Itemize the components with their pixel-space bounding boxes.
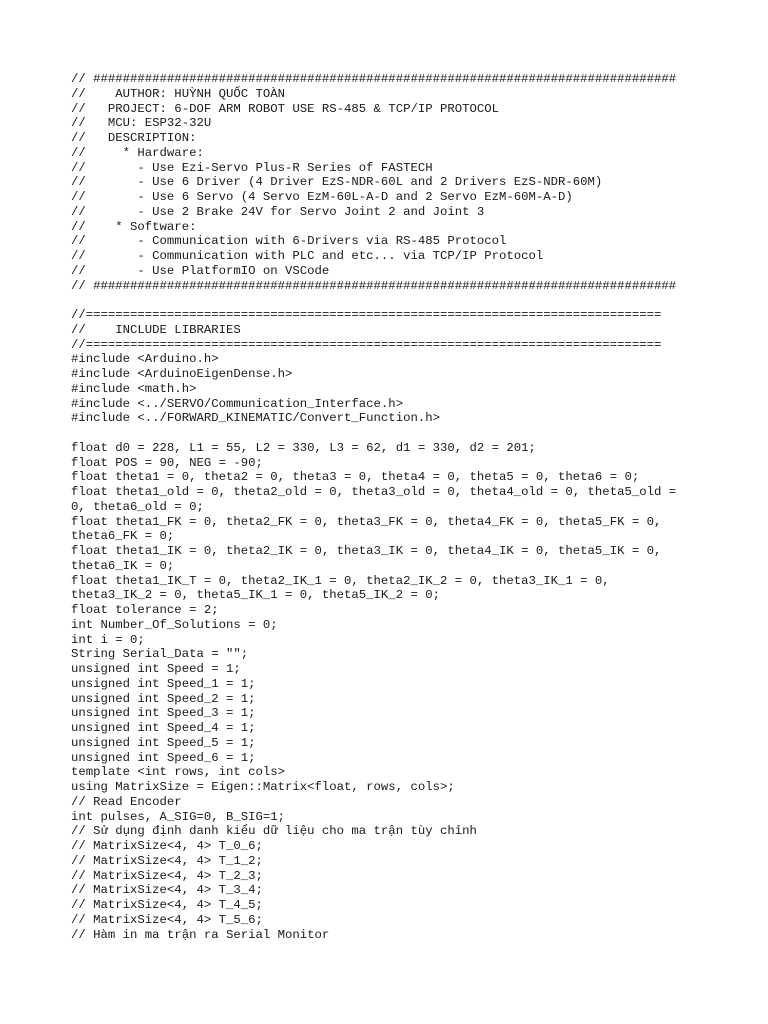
code-line: // PROJECT: 6-DOF ARM ROBOT USE RS-485 & TCP/IP PROTOCOL	[71, 101, 500, 116]
code-line: // MatrixSize<4, 4> T_3_4;	[71, 883, 263, 898]
code-line: // AUTHOR: HUỲNH QUỐC TOÀN	[71, 86, 286, 101]
code-line: template <int rows, int cols>	[71, 765, 286, 780]
code-line: // MatrixSize<4, 4> T_4_5;	[71, 898, 263, 912]
code-line	[71, 293, 751, 308]
code-line: // - Use 2 Brake 24V for Servo Joint 2 and Joint 3	[71, 204, 485, 219]
code-line: // * Hardware:	[71, 145, 204, 160]
code-line: #include <../SERVO/Communication_Interface.h>	[71, 396, 404, 411]
code-line: // INCLUDE LIBRARIES	[71, 322, 241, 337]
code-line: unsigned int Speed_2 = 1;	[71, 691, 256, 706]
code-line: float theta1_FK = 0, theta2_FK = 0, theta3_FK = 0, theta4_FK = 0, theta5_FK = 0,	[71, 514, 662, 529]
code-line: float POS = 90, NEG = -90;	[71, 455, 263, 470]
code-line: // MatrixSize<4, 4> T_1_2;	[71, 853, 263, 868]
code-line: // MatrixSize<4, 4> T_0_6;	[71, 839, 263, 853]
code-line: int Number_Of_Solutions = 0;	[71, 617, 278, 632]
code-line: // - Use PlatformIO on VSCode	[71, 263, 330, 278]
code-line: //==============================================================================	[71, 308, 662, 322]
code-line: // - Communication with PLC and etc... via TCP/IP Protocol	[71, 249, 544, 263]
code-line: unsigned int Speed_5 = 1;	[71, 735, 256, 750]
code-line: #include <ArduinoEigenDense.h>	[71, 367, 293, 381]
code-line: // * Software:	[71, 219, 197, 234]
code-line: // - Use Ezi-Servo Plus-R Series of FASTECH	[71, 160, 433, 175]
code-line: #include <../FORWARD_KINEMATIC/Convert_Function.h>	[71, 411, 440, 426]
code-listing	[71, 72, 751, 942]
code-line: float tolerance = 2;	[71, 603, 219, 617]
code-line: // - Use 6 Driver (4 Driver EzS-NDR-60L and 2 Drivers EzS-NDR-60M)	[71, 175, 603, 190]
code-line: #include <math.h>	[71, 381, 197, 396]
code-line: // Hàm in ma trận ra Serial Monitor	[71, 927, 330, 942]
code-line: int pulses, A_SIG=0, B_SIG=1;	[71, 809, 286, 824]
code-line: String Serial_Data = "";	[71, 647, 249, 662]
code-line: //==============================================================================	[71, 337, 662, 352]
code-line: // - Communication with 6-Drivers via RS-485 Protocol	[71, 234, 507, 249]
code-line: float theta1_IK = 0, theta2_IK = 0, theta3_IK = 0, theta4_IK = 0, theta5_IK = 0,	[71, 544, 662, 558]
code-line	[71, 426, 751, 441]
code-line: // - Use 6 Servo (4 Servo EzM-60L-A-D and 2 Servo EzM-60M-A-D)	[71, 190, 573, 204]
code-line: unsigned int Speed_3 = 1;	[71, 706, 256, 721]
code-line: float theta1_old = 0, theta2_old = 0, theta3_old = 0, theta4_old = 0, theta5_old =	[71, 485, 677, 499]
code-line: float theta1 = 0, theta2 = 0, theta3 = 0, theta4 = 0, theta5 = 0, theta6 = 0;	[71, 470, 640, 485]
code-line: int i = 0;	[71, 632, 145, 647]
code-line: theta6_IK = 0;	[71, 558, 175, 573]
code-line: unsigned int Speed_6 = 1;	[71, 750, 256, 765]
code-line: theta3_IK_2 = 0, theta5_IK_1 = 0, theta5_IK_2 = 0;	[71, 588, 440, 603]
code-line: unsigned int Speed = 1;	[71, 662, 241, 676]
code-line: // DESCRIPTION:	[71, 131, 197, 145]
code-line: // MCU: ESP32-32U	[71, 116, 212, 131]
code-line: // ###############################################################################	[71, 72, 677, 86]
code-line: 0, theta6_old = 0;	[71, 499, 204, 514]
code-line: // Read Encoder	[71, 794, 182, 809]
code-line: using MatrixSize = Eigen::Matrix<float, rows, cols>;	[71, 780, 455, 794]
code-line: float d0 = 228, L1 = 55, L2 = 330, L3 = 62, d1 = 330, d2 = 201;	[71, 440, 536, 455]
code-line: // MatrixSize<4, 4> T_5_6;	[71, 912, 263, 927]
code-line: #include <Arduino.h>	[71, 352, 219, 367]
code-line: // ###############################################################################	[71, 278, 677, 293]
code-line: // MatrixSize<4, 4> T_2_3;	[71, 868, 263, 883]
code-line: unsigned int Speed_1 = 1;	[71, 676, 256, 691]
code-line: theta6_FK = 0;	[71, 529, 175, 544]
code-line: float theta1_IK_T = 0, theta2_IK_1 = 0, theta2_IK_2 = 0, theta3_IK_1 = 0,	[71, 573, 610, 588]
code-line: // Sử dụng định danh kiểu dữ liệu cho ma trận tùy chỉnh	[71, 824, 477, 839]
code-line: unsigned int Speed_4 = 1;	[71, 721, 256, 735]
